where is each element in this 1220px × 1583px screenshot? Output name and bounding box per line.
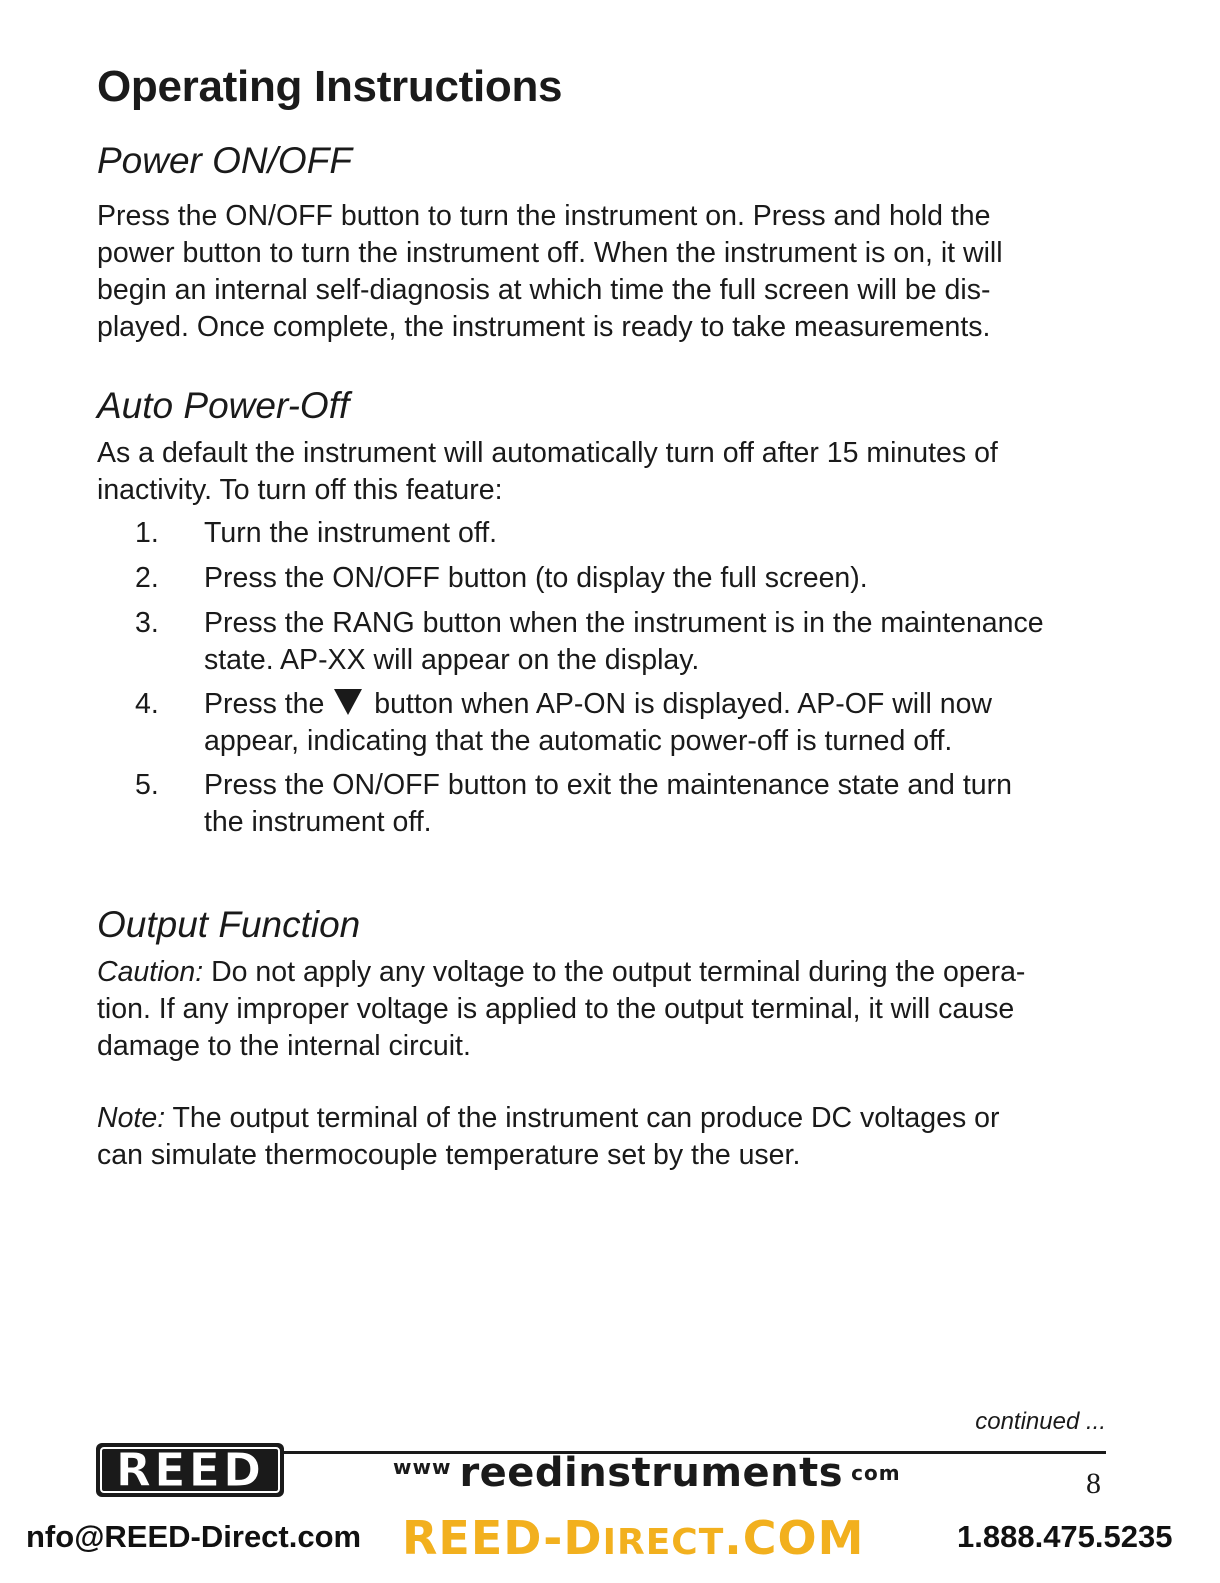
paragraph-line: damage to the internal circuit. [97,1030,471,1062]
down-triangle-icon [334,689,362,715]
brand-part: REED-D [402,1511,603,1565]
section-heading-output: Output Function [97,904,361,945]
step-line: Press the ON/OFF button to exit the maintenance state and turn [204,769,1012,801]
url-main: reedinstruments [459,1450,844,1496]
step-text [204,560,1124,597]
paragraph-line: Press the ON/OFF button to turn the instrument on. Press and hold the [97,200,991,232]
step-line: the instrument off. [204,806,432,838]
continued-note: continued ... [975,1408,1106,1435]
contact-phone: 1.888.475.5235 [957,1519,1173,1554]
step-line [204,686,1124,723]
note-paragraph [97,1100,1127,1174]
power-paragraph [97,198,1127,346]
caution-text: Do not apply any voltage to the output terminal during the opera- [203,956,1026,988]
paragraph-line: inactivity. To turn off this feature: [97,474,503,506]
step-text-after-icon: button when AP-ON is displayed. AP-OF will now [374,688,993,720]
brand-part: .COM [724,1511,865,1565]
paragraph-line: played. Once complete, the instrument is ready to take measurements. [97,311,991,343]
caution-label: Caution: [97,956,204,988]
logo-border [100,1447,280,1493]
step-line: state. AP-XX will appear on the display. [204,644,700,676]
step-line: Turn the instrument off. [204,517,498,549]
paragraph-line: tion. If any improper voltage is applied to the output terminal, it will cause [97,993,1015,1025]
reed-logo [96,1443,284,1497]
step-text [204,605,1124,679]
paragraph-line: As a default the instrument will automatically turn off after 15 minutes of [97,437,998,469]
step-number: 4. [135,688,159,720]
section-heading-auto-off: Auto Power-Off [97,385,350,426]
paragraph-line [97,954,1127,991]
contact-email: nfo@REED-Direct.com [26,1519,362,1554]
step-line: Press the RANG button when the instrument is in the maintenance [204,607,1044,639]
paragraph-line: begin an internal self-diagnosis at which time the full screen will be dis- [97,274,991,306]
paragraph-line: can simulate thermocouple temperature set by the user. [97,1139,801,1171]
step-text [204,515,1124,552]
section-heading-power: Power ON/OFF [97,140,352,181]
step-number: 1. [135,517,159,549]
note-label: Note: [97,1102,166,1134]
step-number: 2. [135,562,159,594]
url-www: www [393,1455,452,1479]
step-number: 5. [135,769,159,801]
step-text [204,686,1124,760]
caution-paragraph [97,954,1127,1065]
note-text: The output terminal of the instrument can produce DC voltages or [165,1102,1000,1134]
brand-part: IRECT [602,1522,725,1563]
page-number: 8 [1086,1467,1101,1500]
step-number: 3. [135,607,159,639]
auto-off-intro [97,435,1127,509]
step-line: appear, indicating that the automatic power-off is turned off. [204,725,953,757]
contact-bar [0,1510,1220,1583]
step-text [204,767,1124,841]
logo-text: REED [115,1443,265,1497]
paragraph-line [97,1100,1127,1137]
url-com: com [851,1461,901,1485]
page-title: Operating Instructions [97,62,563,111]
step-text-before-icon: Press the [204,688,325,720]
website-url [393,1450,901,1500]
step-line: Press the ON/OFF button (to display the full screen). [204,562,868,594]
paragraph-line: power button to turn the instrument off. When the instrument is on, it will [97,237,1003,269]
brand-wordmark [402,1511,864,1565]
